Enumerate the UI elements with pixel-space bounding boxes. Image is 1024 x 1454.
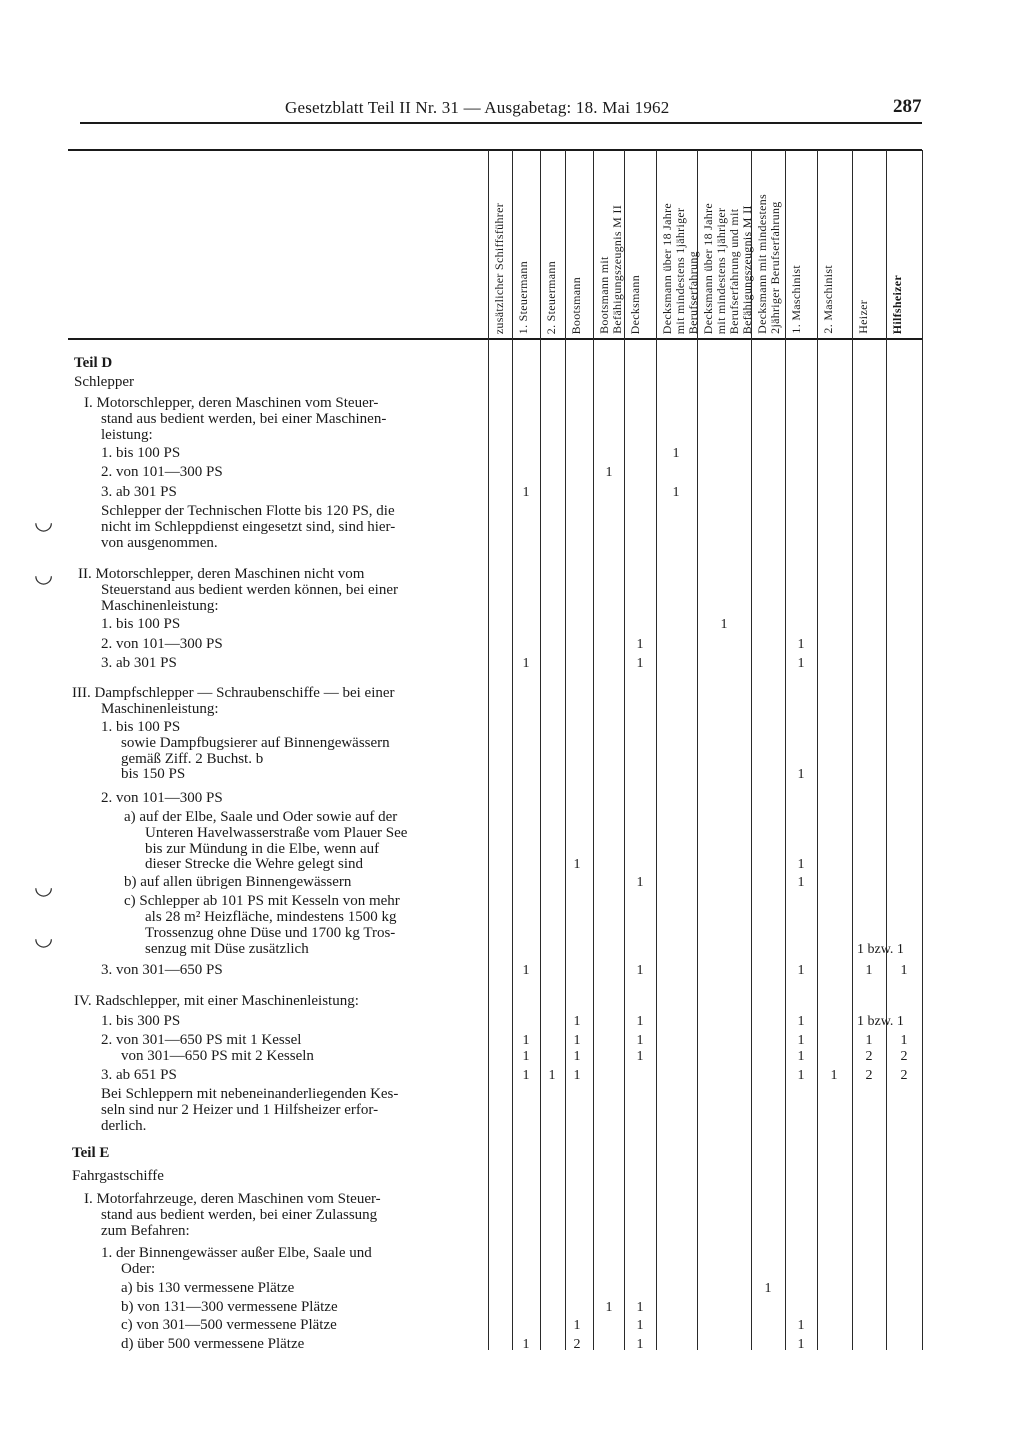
table-top-rule bbox=[68, 149, 922, 151]
row-label: 1. bis 100 PS bbox=[101, 616, 181, 632]
row-label: zum Befahren: bbox=[101, 1223, 190, 1239]
row-label: Trossenzug ohne Düse und 1700 kg Tros- bbox=[145, 925, 396, 941]
cell-c5: 1 bbox=[636, 1318, 644, 1333]
cell-c9: 1 bbox=[797, 875, 805, 890]
column-header-label: 1. Steuermann bbox=[516, 260, 530, 334]
cell-c1: 1 bbox=[522, 1049, 530, 1064]
row-label: bis 150 PS bbox=[121, 766, 186, 782]
row-label: Oder: bbox=[121, 1261, 156, 1277]
cell-c9: 1 bbox=[797, 1049, 805, 1064]
margin-mark: ◡ bbox=[34, 874, 54, 899]
row-label: b) von 131—300 vermessene Plätze bbox=[121, 1299, 338, 1315]
column-header-bottom-rule bbox=[68, 338, 922, 340]
row-label: a) bis 130 vermessene Plätze bbox=[121, 1280, 295, 1296]
cell-c6: 1 bbox=[672, 446, 680, 461]
cell-c2: 1 bbox=[548, 1068, 556, 1083]
column-header-label: Decksmann über 18 Jahre mit mindestens 1jähriger Berufserfahrung bbox=[660, 202, 700, 334]
cell-c5: 1 bbox=[636, 637, 644, 652]
row-label: stand aus bedient werden, bei einer Maschinen- bbox=[101, 411, 387, 427]
cell-c9: 1 bbox=[797, 1014, 805, 1029]
row-label: Schlepper der Technischen Flotte bis 120 PS, die bbox=[101, 503, 395, 519]
cell-c11: 2 bbox=[865, 1049, 873, 1064]
row-label: 1. bis 100 PS bbox=[101, 445, 181, 461]
cell-c6: 1 bbox=[672, 485, 680, 500]
cell-c12: 1 bbox=[900, 1033, 908, 1048]
row-label: 3. ab 301 PS bbox=[101, 655, 177, 671]
column-header-c8 bbox=[752, 152, 785, 338]
row-label: II. Motorschlepper, deren Maschinen nicht vom bbox=[78, 566, 365, 582]
cell-c9: 1 bbox=[797, 1068, 805, 1083]
cell-c8: 1 bbox=[764, 1281, 772, 1296]
table-row bbox=[0, 597, 1024, 616]
row-label: Teil D bbox=[74, 355, 113, 371]
cell-c10: 1 bbox=[830, 1068, 838, 1083]
cell-c11: 1 bzw. 1 bbox=[857, 942, 904, 957]
table-row bbox=[0, 1279, 1024, 1298]
table-row bbox=[0, 765, 1024, 784]
row-label: von 301—650 PS mit 2 Kesseln bbox=[121, 1048, 314, 1064]
page-header-title: Gesetzblatt Teil II Nr. 31 — Ausgabetag: 18. Mai 1962 bbox=[285, 98, 670, 117]
cell-c4: 1 bbox=[605, 465, 613, 480]
cell-c1: 1 bbox=[522, 656, 530, 671]
column-header-c10 bbox=[818, 152, 852, 338]
cell-c5: 1 bbox=[636, 1033, 644, 1048]
cell-c1: 1 bbox=[522, 1068, 530, 1083]
cell-c1: 1 bbox=[522, 485, 530, 500]
table-row bbox=[0, 1117, 1024, 1136]
row-label: nicht im Schleppdienst eingesetzt sind, sind hier- bbox=[101, 519, 396, 535]
cell-c11: 1 bbox=[865, 963, 873, 978]
cell-c12: 2 bbox=[900, 1068, 908, 1083]
table-row bbox=[0, 463, 1024, 482]
table-row bbox=[0, 1144, 1024, 1163]
row-label: senzug mit Düse zusätzlich bbox=[145, 941, 309, 957]
cell-c3: 1 bbox=[573, 1014, 581, 1029]
row-label: sowie Dampfbugsierer auf Binnengewässern bbox=[121, 735, 390, 751]
row-label: I. Motorschlepper, deren Maschinen vom Steuer- bbox=[84, 395, 379, 411]
row-label: 3. ab 301 PS bbox=[101, 484, 177, 500]
table-row bbox=[0, 1222, 1024, 1241]
cell-c3: 1 bbox=[573, 1033, 581, 1048]
cell-c11: 1 bbox=[865, 1033, 873, 1048]
row-label: Teil E bbox=[72, 1145, 110, 1161]
row-label: Maschinenleistung: bbox=[101, 598, 219, 614]
page-number: 287 bbox=[893, 96, 922, 117]
table-row bbox=[0, 654, 1024, 673]
table-row bbox=[0, 483, 1024, 502]
row-label: 2. von 101—300 PS bbox=[101, 636, 223, 652]
row-label: 1. bis 300 PS bbox=[101, 1013, 181, 1029]
table-row bbox=[0, 615, 1024, 634]
cell-c3: 2 bbox=[573, 1337, 581, 1352]
cell-c7: 1 bbox=[720, 617, 728, 632]
cell-c12: 2 bbox=[900, 1049, 908, 1064]
table-row bbox=[0, 700, 1024, 719]
cell-c11: 2 bbox=[865, 1068, 873, 1083]
cell-c5: 1 bbox=[636, 1300, 644, 1315]
margin-mark: ◡ bbox=[34, 562, 54, 587]
cell-c5: 1 bbox=[636, 656, 644, 671]
cell-c9: 1 bbox=[797, 637, 805, 652]
column-header-label: zusätzlicher Schiffsführer bbox=[492, 202, 506, 334]
row-label: Schlepper bbox=[74, 374, 134, 390]
table-row bbox=[0, 961, 1024, 980]
column-header-c1 bbox=[513, 152, 540, 338]
column-header-label: Decksmann über 18 Jahre mit mindestens 1jähriger Berufserfahrung und mit Befähigungszeugnis M II bbox=[701, 202, 754, 334]
column-header-label: 1. Maschinist bbox=[789, 265, 803, 334]
row-label: Unteren Havelwasserstraße vom Plauer See bbox=[145, 825, 408, 841]
cell-c5: 1 bbox=[636, 1049, 644, 1064]
cell-c9: 1 bbox=[797, 767, 805, 782]
table-row bbox=[0, 635, 1024, 654]
column-header-c2 bbox=[541, 152, 565, 338]
column-header-label: Decksmann bbox=[628, 274, 642, 334]
column-header-label: Bootsmann bbox=[569, 276, 583, 334]
table-row bbox=[0, 1167, 1024, 1186]
table-row bbox=[0, 426, 1024, 445]
row-label: bis zur Mündung in die Elbe, wenn auf bbox=[145, 841, 380, 857]
margin-mark: ◡ bbox=[34, 925, 54, 950]
row-label: 1. der Binnengewässer außer Elbe, Saale und bbox=[101, 1245, 372, 1261]
row-label: Fahrgastschiffe bbox=[72, 1168, 164, 1184]
column-header-c12 bbox=[887, 152, 922, 338]
row-label: d) über 500 vermessene Plätze bbox=[121, 1336, 305, 1352]
cell-c9: 1 bbox=[797, 857, 805, 872]
cell-c9: 1 bbox=[797, 1337, 805, 1352]
cell-c1: 1 bbox=[522, 1337, 530, 1352]
column-header-label: Heizer bbox=[856, 300, 870, 334]
column-header-label: 2. Steuermann bbox=[544, 260, 558, 334]
cell-c12: 1 bbox=[900, 963, 908, 978]
table-row bbox=[0, 354, 1024, 373]
table-row bbox=[0, 444, 1024, 463]
table-row bbox=[0, 940, 1024, 959]
row-label: 2. von 101—300 PS bbox=[101, 790, 223, 806]
column-header-label: Hilfsheizer bbox=[890, 274, 904, 334]
table-row bbox=[0, 1066, 1024, 1085]
table-row bbox=[0, 534, 1024, 553]
row-label: dieser Strecke die Wehre gelegt sind bbox=[145, 856, 364, 872]
table-row bbox=[0, 789, 1024, 808]
cell-c4: 1 bbox=[605, 1300, 613, 1315]
cell-c9: 1 bbox=[797, 1318, 805, 1333]
cell-c1: 1 bbox=[522, 1033, 530, 1048]
table-row bbox=[0, 373, 1024, 392]
column-header-c3 bbox=[566, 152, 593, 338]
column-header-c5 bbox=[625, 152, 656, 338]
cell-c5: 1 bbox=[636, 963, 644, 978]
column-header-c0 bbox=[489, 152, 512, 338]
table-row bbox=[0, 1335, 1024, 1354]
cell-c9: 1 bbox=[797, 1033, 805, 1048]
table-row bbox=[0, 1047, 1024, 1066]
row-label: III. Dampfschlepper — Schraubenschiffe — bei einer bbox=[72, 685, 395, 701]
row-label: von ausgenommen. bbox=[101, 535, 218, 551]
row-label: 2. von 101—300 PS bbox=[101, 464, 223, 480]
table-row bbox=[0, 1260, 1024, 1279]
cell-c3: 1 bbox=[573, 1068, 581, 1083]
cell-c3: 1 bbox=[573, 857, 581, 872]
column-header-label: Bootsmann mit Befähigungszeugnis M II bbox=[597, 205, 624, 334]
row-label: 2. von 301—650 PS mit 1 Kessel bbox=[101, 1032, 302, 1048]
column-header-c4 bbox=[594, 152, 624, 338]
cell-c5: 1 bbox=[636, 1337, 644, 1352]
row-label: Bei Schleppern mit nebeneinanderliegenden Kes- bbox=[101, 1086, 399, 1102]
row-label: 3. ab 651 PS bbox=[101, 1067, 177, 1083]
table-row bbox=[0, 992, 1024, 1011]
row-label: derlich. bbox=[101, 1118, 147, 1134]
cell-c5: 1 bbox=[636, 875, 644, 890]
row-label: seln sind nur 2 Heizer und 1 Hilfsheizer erfor- bbox=[101, 1102, 379, 1118]
column-header-c6 bbox=[657, 152, 700, 338]
table-row bbox=[0, 855, 1024, 874]
column-header-label: Decksmann mit mindestens 2jähriger Berufserfahrung bbox=[755, 194, 782, 334]
margin-mark: ◡ bbox=[34, 509, 54, 534]
table-row bbox=[0, 1316, 1024, 1335]
cell-c11: 1 bzw. 1 bbox=[857, 1014, 904, 1029]
row-label: stand aus bedient werden, bei einer Zulassung bbox=[101, 1207, 378, 1223]
row-label: 1. bis 100 PS bbox=[101, 719, 181, 735]
column-header-c7 bbox=[698, 152, 754, 338]
cell-c1: 1 bbox=[522, 963, 530, 978]
cell-c9: 1 bbox=[797, 656, 805, 671]
column-header-label: 2. Maschinist bbox=[821, 265, 835, 334]
row-label: 3. von 301—650 PS bbox=[101, 962, 223, 978]
row-label: c) von 301—500 vermessene Plätze bbox=[121, 1317, 337, 1333]
row-label: a) auf der Elbe, Saale und Oder sowie auf der bbox=[124, 809, 398, 825]
table-row bbox=[0, 1012, 1024, 1031]
cell-c3: 1 bbox=[573, 1318, 581, 1333]
row-label: Maschinenleistung: bbox=[101, 701, 219, 717]
row-label: gemäß Ziff. 2 Buchst. b bbox=[121, 751, 264, 767]
column-header-c9 bbox=[786, 152, 817, 338]
table-row bbox=[0, 1298, 1024, 1317]
row-label: b) auf allen übrigen Binnengewässern bbox=[124, 874, 352, 890]
row-label: Steuerstand aus bedient werden können, bei einer bbox=[101, 582, 398, 598]
row-label: c) Schlepper ab 101 PS mit Kesseln von mehr bbox=[124, 893, 400, 909]
row-label: IV. Radschlepper, mit einer Maschinenleistung: bbox=[74, 993, 359, 1009]
header-rule bbox=[80, 122, 922, 124]
cell-c9: 1 bbox=[797, 963, 805, 978]
table-row bbox=[0, 873, 1024, 892]
column-header-c11 bbox=[853, 152, 886, 338]
row-label: I. Motorfahrzeuge, deren Maschinen vom Steuer- bbox=[84, 1191, 381, 1207]
cell-c3: 1 bbox=[573, 1049, 581, 1064]
row-label: leistung: bbox=[101, 427, 153, 443]
row-label: als 28 m² Heizfläche, mindestens 1500 kg bbox=[145, 909, 397, 925]
cell-c5: 1 bbox=[636, 1014, 644, 1029]
